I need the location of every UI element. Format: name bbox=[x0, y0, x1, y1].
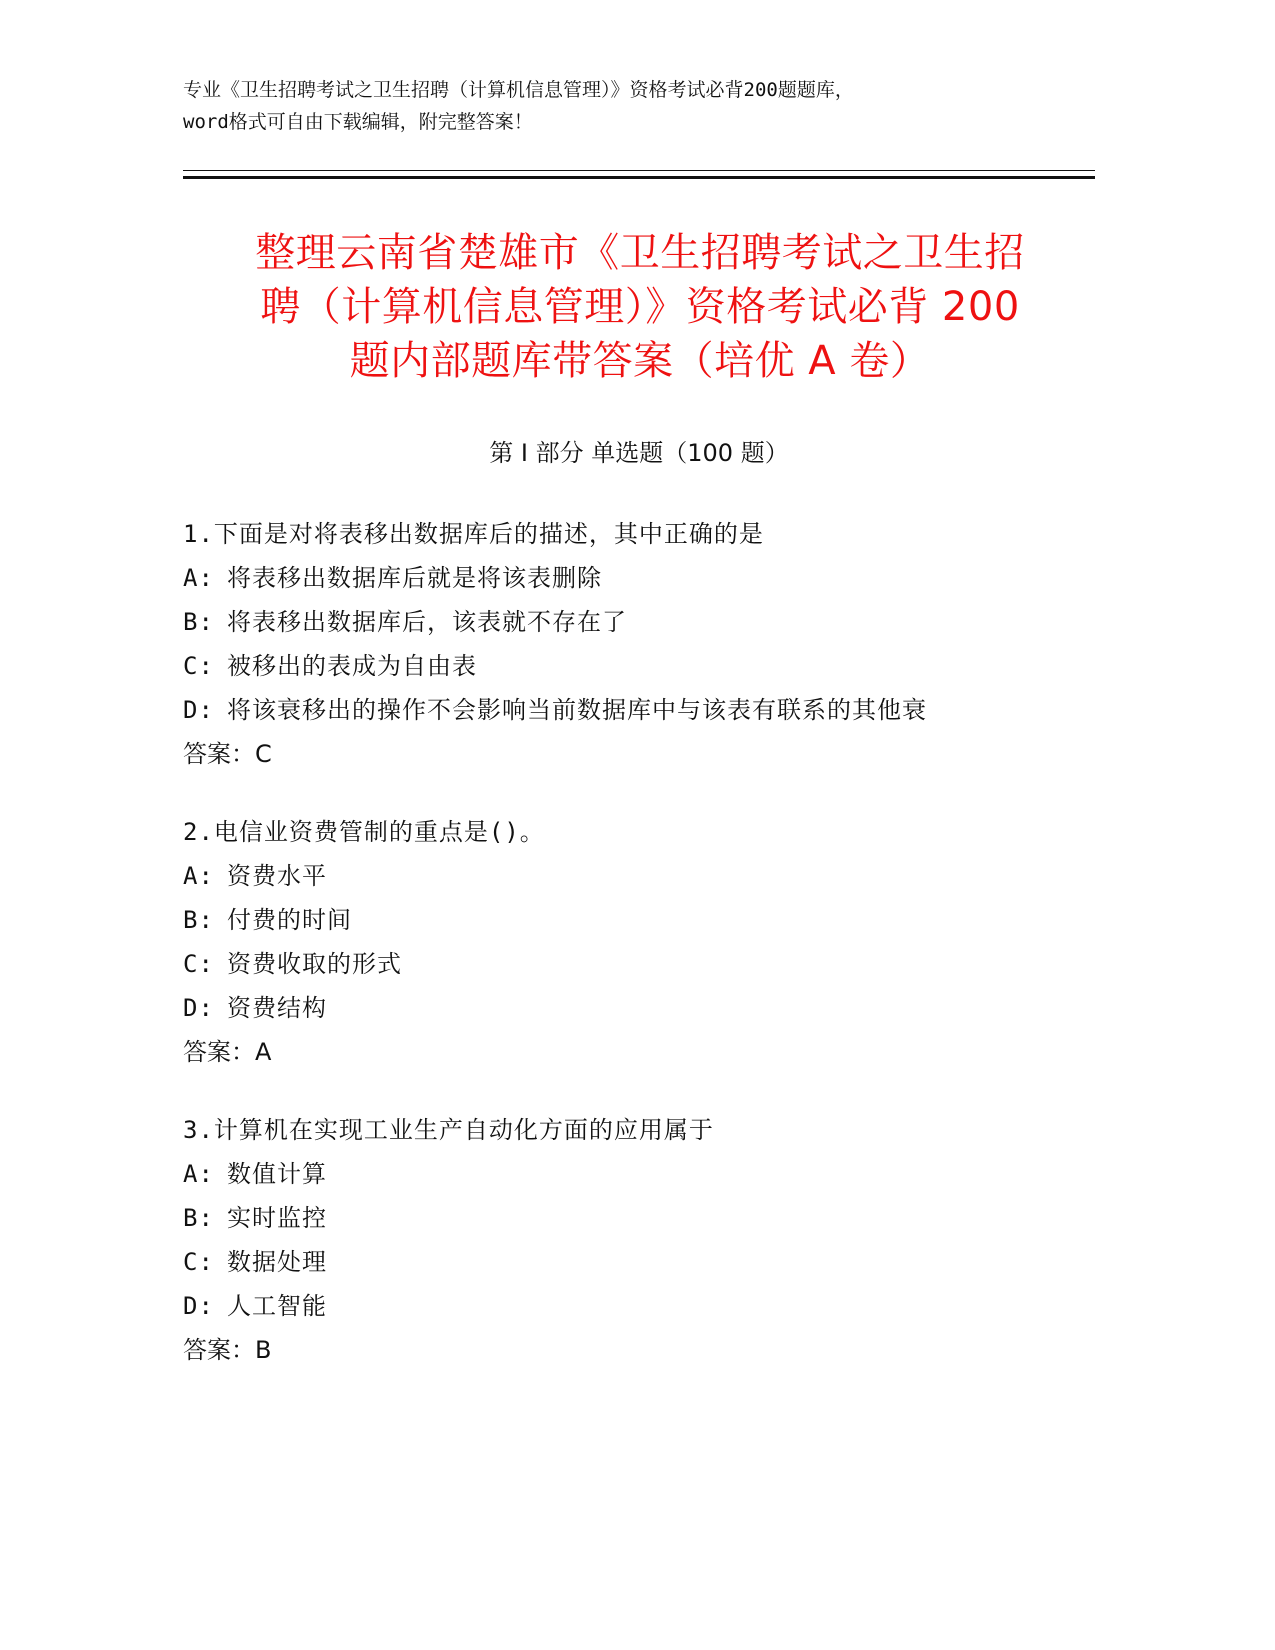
option-c bbox=[183, 942, 1095, 986]
option-text: 数据处理 bbox=[227, 1248, 327, 1276]
header-divider-thick bbox=[183, 176, 1095, 179]
question-stem: 3.计算机在实现工业生产自动化方面的应用属于 bbox=[183, 1116, 714, 1144]
option-c bbox=[183, 1240, 1095, 1284]
option-letter: A: bbox=[183, 1160, 214, 1188]
option-d bbox=[183, 688, 1095, 732]
option-text: 被移出的表成为自由表 bbox=[227, 652, 477, 680]
option-a bbox=[183, 854, 1095, 898]
document-title-line-1: 整理云南省楚雄市《卫生招聘考试之卫生招 bbox=[255, 230, 1025, 276]
option-letter: D: bbox=[183, 994, 214, 1022]
answer-line: 答案：C bbox=[183, 740, 272, 768]
answer-line: 答案：B bbox=[183, 1336, 272, 1364]
option-text: 资费水平 bbox=[227, 862, 327, 890]
option-text: 资费结构 bbox=[227, 994, 327, 1022]
section-heading: 第 I 部分 单选题（100 题） bbox=[489, 439, 789, 467]
option-b bbox=[183, 600, 1095, 644]
question-stem: 1.下面是对将表移出数据库后的描述，其中正确的是 bbox=[183, 520, 764, 548]
option-text: 数值计算 bbox=[227, 1160, 327, 1188]
option-text: 将表移出数据库后，该表就不存在了 bbox=[227, 608, 627, 636]
document-title bbox=[170, 226, 1110, 388]
option-letter: B: bbox=[183, 906, 214, 934]
option-d bbox=[183, 986, 1095, 1030]
document-title-line-3: 题内部题库带答案（培优 A 卷） bbox=[349, 338, 931, 384]
header-note-line-1: 专业《卫生招聘考试之卫生招聘（计算机信息管理）》资格考试必背200题题库， bbox=[183, 79, 854, 101]
option-letter: D: bbox=[183, 696, 214, 724]
option-letter: B: bbox=[183, 1204, 214, 1232]
option-text: 资费收取的形式 bbox=[227, 950, 402, 978]
option-text: 付费的时间 bbox=[227, 906, 352, 934]
document-title-line-2: 聘（计算机信息管理）》资格考试必背 200 bbox=[260, 284, 1020, 330]
option-d bbox=[183, 1284, 1095, 1328]
option-b bbox=[183, 898, 1095, 942]
option-text: 将该衰移出的操作不会影响当前数据库中与该表有联系的其他衰 bbox=[227, 696, 927, 724]
question-stem: 2.电信业资费管制的重点是()。 bbox=[183, 818, 545, 846]
question-2 bbox=[183, 810, 1095, 1074]
header-divider-thin bbox=[183, 170, 1095, 171]
option-b bbox=[183, 1196, 1095, 1240]
option-letter: A: bbox=[183, 564, 214, 592]
question-list bbox=[183, 512, 1095, 1406]
question-1 bbox=[183, 512, 1095, 776]
option-letter: C: bbox=[183, 950, 214, 978]
option-a bbox=[183, 556, 1095, 600]
option-letter: A: bbox=[183, 862, 214, 890]
question-3 bbox=[183, 1108, 1095, 1372]
option-letter: D: bbox=[183, 1292, 214, 1320]
option-a bbox=[183, 1152, 1095, 1196]
header-note bbox=[183, 74, 1083, 138]
answer-line: 答案：A bbox=[183, 1038, 272, 1066]
header-note-line-2: word格式可自由下载编辑，附完整答案！ bbox=[183, 111, 533, 133]
option-text: 实时监控 bbox=[227, 1204, 327, 1232]
option-c bbox=[183, 644, 1095, 688]
option-text: 将表移出数据库后就是将该表删除 bbox=[227, 564, 602, 592]
option-letter: C: bbox=[183, 652, 214, 680]
option-letter: B: bbox=[183, 608, 214, 636]
option-text: 人工智能 bbox=[227, 1292, 327, 1320]
option-letter: C: bbox=[183, 1248, 214, 1276]
